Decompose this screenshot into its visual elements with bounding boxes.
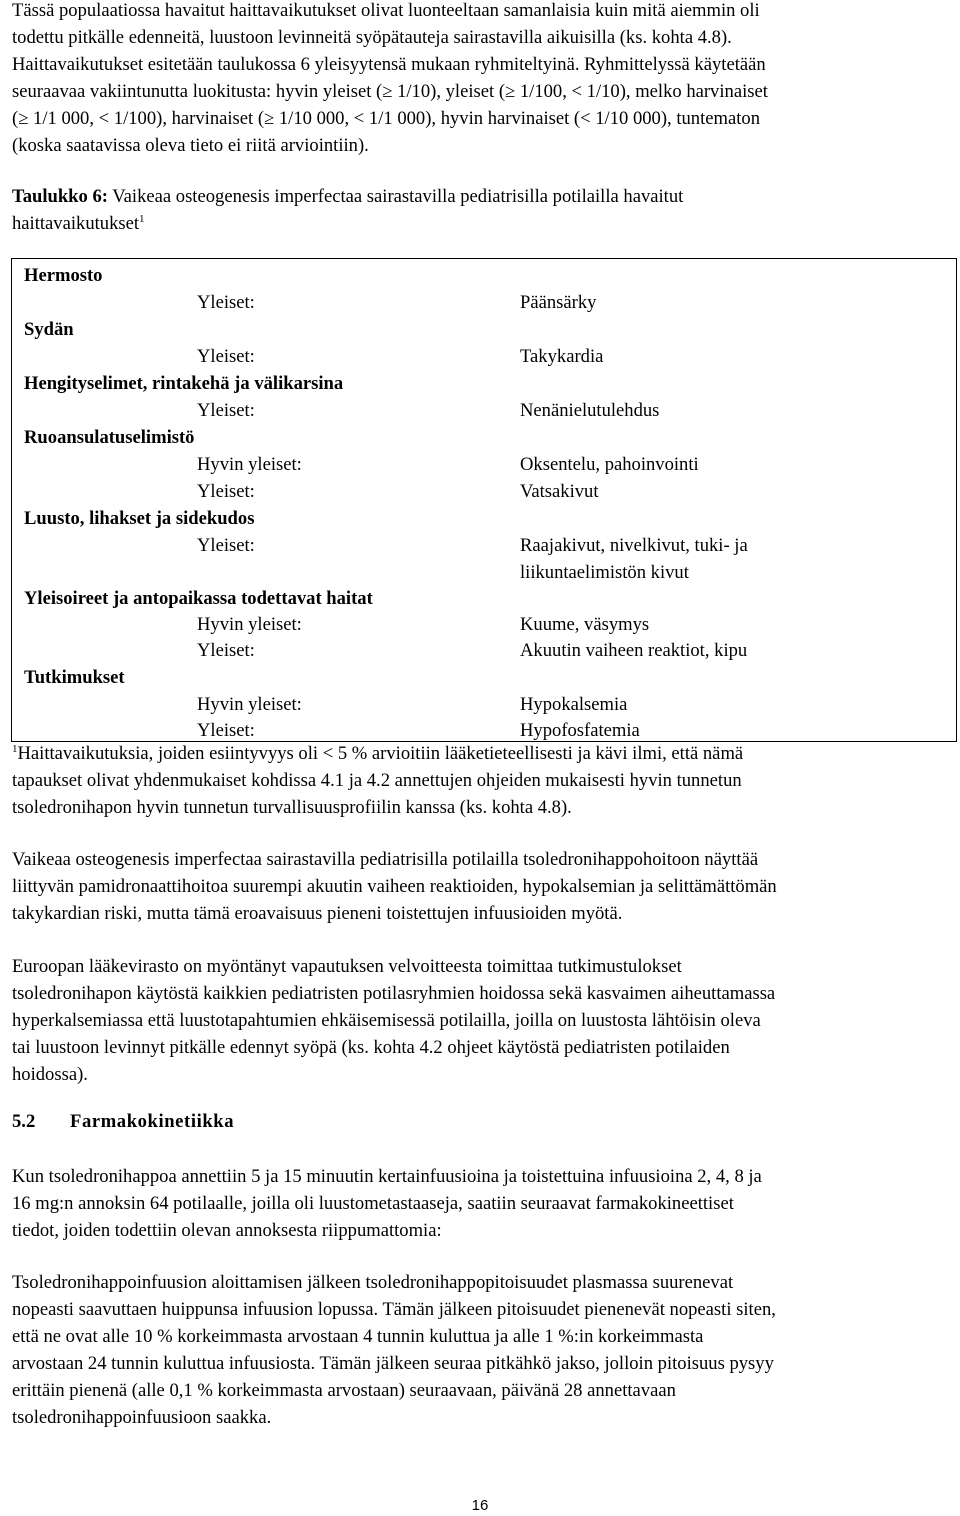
section-heading: [12, 1111, 234, 1133]
table-row: [12, 585, 956, 612]
category-label: Yleisoireet ja antopaikassa todettavat haitat: [24, 588, 373, 609]
frequency-label: Yleiset:: [197, 292, 255, 313]
frequency-label: Hyvin yleiset:: [197, 694, 302, 715]
table-row: [12, 559, 956, 586]
paragraph-pk-concentrations: [12, 1269, 952, 1431]
frequency-label: Hyvin yleiset:: [197, 454, 302, 475]
table-row: [12, 664, 956, 691]
text-line: liittyvän pamidronaattihoitoa suurempi akuutin vaiheen reaktioiden, hypokalsemian ja selittämättömän: [12, 876, 777, 897]
frequency-label: Yleiset:: [197, 400, 255, 421]
text-line: tsoledronihappoinfuusioon saakka.: [12, 1407, 272, 1428]
table-row: [12, 262, 956, 289]
table-row: [12, 424, 956, 451]
reaction-text: Kuume, väsymys: [520, 614, 650, 635]
text-line: Haittavaikutukset esitetään taulukossa 6 yleisyytensä mukaan ryhmiteltyinä. Ryhmittelyssä käytetään: [12, 54, 766, 75]
text-line: Tässä populaatiossa havaitut haittavaikutukset olivat luonteeltaan samanlaisia kuin mitä aiemmin oli: [12, 0, 760, 21]
table-row: [12, 370, 956, 397]
text-line: Tsoledronihappoinfuusion aloittamisen jälkeen tsoledronihappopitoisuudet plasmassa suurenevat: [12, 1272, 734, 1293]
table-row: [12, 532, 956, 559]
category-label: Luusto, lihakset ja sidekudos: [24, 508, 255, 529]
table-row: [12, 611, 956, 638]
paragraph-pk-intro: [12, 1163, 952, 1244]
text-line: (≥ 1/1 000, < 1/100), harvinaiset (≥ 1/10 000, < 1/1 000), hyvin harvinaiset (< 1/10 000), tuntematon: [12, 108, 760, 129]
text-line: nopeasti saavuttaen huippunsa infuusion lopussa. Tämän jälkeen pitoisuudet pienenevät nopeasti siten,: [12, 1299, 776, 1320]
table-row: [12, 343, 956, 370]
frequency-label: Yleiset:: [197, 481, 255, 502]
reaction-text: Oksentelu, pahoinvointi: [520, 454, 699, 475]
adverse-reactions-table: [11, 258, 957, 742]
caption-text-2: haittavaikutukset: [12, 213, 140, 234]
table-row: [12, 316, 956, 343]
text-line: että ne ovat alle 10 % korkeimmasta arvostaan 4 tunnin kuluttua ja alle 1 %:in korkeimmasta: [12, 1326, 704, 1347]
frequency-label: Yleiset:: [197, 640, 255, 661]
frequency-label: Yleiset:: [197, 535, 255, 556]
table-row: [12, 397, 956, 424]
category-label: Tutkimukset: [24, 667, 125, 688]
section-number: 5.2: [12, 1111, 36, 1132]
table-row: [12, 451, 956, 478]
reaction-text: Vatsakivut: [520, 481, 599, 502]
table-footnote: [12, 740, 952, 821]
text-line: hoidossa).: [12, 1064, 88, 1085]
section-title: Farmakokinetiikka: [70, 1111, 235, 1132]
text-line: erittäin pienenä (alle 0,1 % korkeimmasta arvostaan) seuraavaan, päivänä 28 annettavaan: [12, 1380, 676, 1401]
footnote-text: tapaukset olivat yhdenmukaiset kohdissa 4.1 ja 4.2 annettujen ohjeiden mukaisesti hyvin tunnetun: [12, 770, 742, 791]
caption-footnote-ref: 1: [139, 213, 145, 225]
text-line: tsoledronihapon käytöstä kaikkien pediatristen potilasryhmien hoidossa sekä kasvaimen aiheuttamassa: [12, 983, 776, 1004]
text-line: Vaikeaa osteogenesis imperfectaa sairastavilla pediatrisilla potilailla tsoledronihappohoitoon näyttää: [12, 849, 759, 870]
paragraph-ema-waiver: [12, 953, 952, 1088]
text-line: seuraavaa vakiintunutta luokitusta: hyvin yleiset (≥ 1/10), yleiset (≥ 1/100, < 1/10), melko harvinaiset: [12, 81, 768, 102]
footnote-text: tsoledronihapon hyvin tunnetun turvallisuusprofiilin kanssa (ks. kohta 4.8).: [12, 797, 572, 818]
reaction-text: Päänsärky: [520, 292, 597, 313]
table-row: [12, 691, 956, 718]
footnote-text: Haittavaikutuksia, joiden esiintyvyys oli < 5 % arvioitiin lääketieteellisesti ja kävi ilmi, että nämä: [17, 743, 744, 764]
frequency-label: Yleiset:: [197, 346, 255, 367]
text-line: tai luustoon levinnyt pitkälle edennyt syöpä (ks. kohta 4.2 ohjeet käytöstä pediatristen potilaiden: [12, 1037, 730, 1058]
frequency-label: Hyvin yleiset:: [197, 614, 302, 635]
page-number: 16: [471, 1497, 489, 1514]
table-row: [12, 478, 956, 505]
intro-paragraph: [12, 0, 952, 159]
text-line: (koska saatavissa oleva tieto ei riitä arviointiin).: [12, 135, 369, 156]
table-row: [12, 289, 956, 316]
category-label: Hengityselimet, rintakehä ja välikarsina: [24, 373, 344, 394]
table-row: [12, 505, 956, 532]
text-line: Kun tsoledronihappoa annettiin 5 ja 15 minuutin kertainfuusioina ja toistettuina infuusioina 2, 4, 8 ja: [12, 1166, 762, 1187]
text-line: hyperkalsemiassa että luustotapahtumien ehkäisemisessä potilailla, joilla on luustosta lähtöisin oleva: [12, 1010, 761, 1031]
table-row: [12, 637, 956, 664]
reaction-text: Hypofosfatemia: [520, 720, 640, 741]
reaction-text: Hypokalsemia: [520, 694, 628, 715]
reaction-text: Raajakivut, nivelkivut, tuki- ja: [520, 535, 748, 556]
text-line: takykardian riski, mutta tämä eroavaisuus pieneni toistettujen infuusioiden myötä.: [12, 903, 623, 924]
text-line: 16 mg:n annoksin 64 potilaalle, joilla oli luustometastaaseja, saatiin seuraavat farmakokineettiset: [12, 1193, 734, 1214]
text-line: Euroopan lääkevirasto on myöntänyt vapautuksen velvoitteesta toimittaa tutkimustulokset: [12, 956, 682, 977]
reaction-text: liikuntaelimistön kivut: [520, 562, 689, 583]
reaction-text: Takykardia: [520, 346, 604, 367]
caption-text: Vaikeaa osteogenesis imperfectaa sairastavilla pediatrisilla potilailla havaitut: [107, 186, 684, 207]
frequency-label: Yleiset:: [197, 720, 255, 741]
category-label: Ruoansulatuselimistö: [24, 427, 195, 448]
category-label: Sydän: [24, 319, 74, 340]
table-caption: [12, 183, 952, 237]
text-line: tiedot, joiden todettiin olevan annoksesta riippumattomia:: [12, 1220, 442, 1241]
text-line: todettu pitkälle edenneitä, luustoon levinneitä syöpätauteja sairastavilla aikuisilla (ks. kohta 4.8).: [12, 27, 732, 48]
footnote-marker: 1: [12, 743, 18, 755]
paragraph-safety-comparison: [12, 846, 952, 927]
caption-label: Taulukko 6:: [12, 186, 108, 207]
reaction-text: Akuutin vaiheen reaktiot, kipu: [520, 640, 748, 661]
text-line: arvostaan 24 tunnin kuluttua infuusiosta. Tämän jälkeen seuraa pitkähkö jakso, jolloin pitoisuus pysyy: [12, 1353, 774, 1374]
reaction-text: Nenänielutulehdus: [520, 400, 660, 421]
category-label: Hermosto: [24, 265, 103, 286]
